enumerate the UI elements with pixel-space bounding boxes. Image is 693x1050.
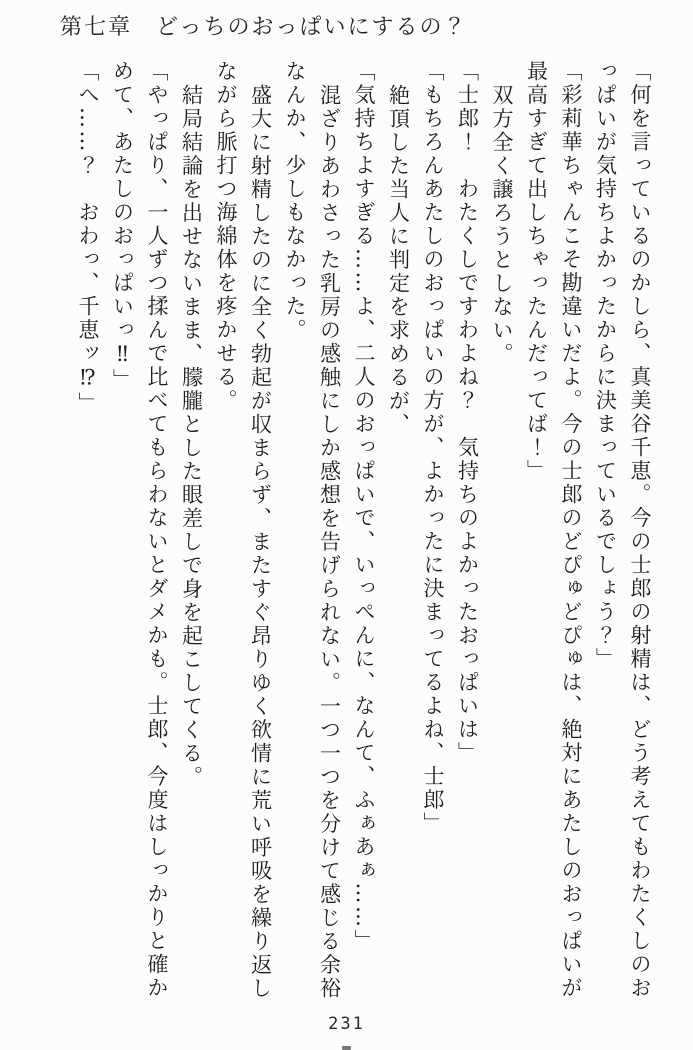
dialogue-line: 「やっぱり、一人ずつ揉んで比べてもらわないとダメかも。士郎、今度はしっかりと確かめて、あたしのおっぱいっ‼」 [110, 60, 169, 1000]
narration-line: 絶頂した当人に判定を求めるが、 [386, 84, 411, 437]
dialogue-line: 「気持ちよすぎる……よ、二人のおっぱいで、いっぺんに、なんて、ふぁあぁ……」 [352, 60, 376, 953]
chapter-header: 第七章 どっちのおっぱいにするの？ [60, 15, 468, 40]
dialogue-line: 「彩莉華ちゃんこそ勘違いだよ。今の士郎のどぴゅどぴゅは、絶対にあたしのおっぱいが最高すぎて出しちゃったんだってば！」 [524, 60, 583, 1000]
dialogue-line: 「へ……？ おわっ、千恵ッ⁉」 [76, 60, 100, 416]
narration-line: 双方全く譲ろうとしない。 [490, 84, 514, 366]
dialogue-line: 「もちろんあたしのおっぱいの方が、よかったに決まってるよね、士郎」 [421, 60, 445, 836]
body-text [33, 60, 657, 1004]
dialogue-line: 「何を言っているのかしら、真美谷千恵。今の士郎の射精は、どう考えてもわたくしのおっぱいが気持ちよかったからに決まっているでしょう？」 [593, 60, 652, 1000]
dialogue-line: 「士郎！ わたくしですわよね？ 気持ちのよかったおっぱいは」 [455, 60, 480, 765]
narration-line: 盛大に射精したのに全く勃起が収まらず、またすぐ昂りゆく欲情に荒い呼吸を繰り返しながら脈打つ海綿体を疼かせる。 [214, 60, 273, 1001]
page-number: 231 [328, 1014, 365, 1034]
partial-glyph-mark [342, 1046, 351, 1050]
narration-line: 結局結論を出せないまま、朦朧とした眼差しで身を起こしてくる。 [179, 84, 204, 789]
narration-line: 混ざりあわさった乳房の感触にしか感想を告げられない。一つ一つを分けて感じる余裕なんか、少しもなかった。 [283, 60, 342, 1001]
